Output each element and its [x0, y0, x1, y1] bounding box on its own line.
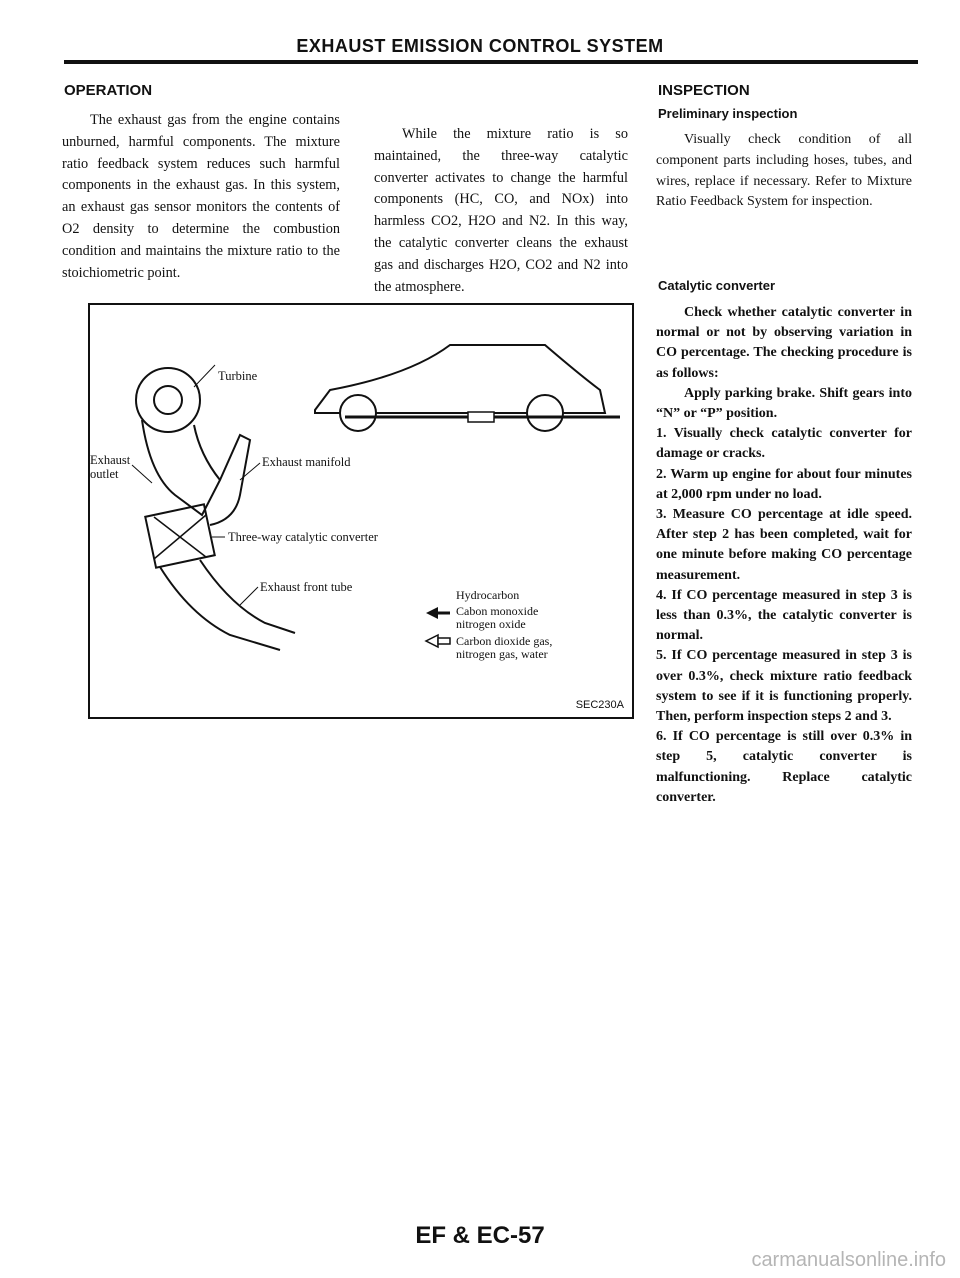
front-tube-leader — [240, 587, 258, 605]
label-catalytic-converter: Three-way catalytic converter — [228, 530, 378, 544]
inspection-heading: INSPECTION — [658, 82, 750, 99]
catalytic-converter-heading: Catalytic converter — [658, 278, 776, 293]
procedure-step-5: 5. If CO percentage measured in step 3 is over 0.3%, check mixture ratio feedback system to see if it is functioning properly. Then, perform inspection steps 2 and 3. — [656, 648, 912, 725]
turbine-housing — [136, 368, 200, 432]
preliminary-inspection-text: Visually check condition of all component parts including hoses, tubes, and wires, replace if necessary. Refer to Mixture Ratio Feedback System for inspection. — [656, 132, 912, 210]
preliminary-inspection-heading: Preliminary inspection — [658, 106, 798, 121]
operation-para-2-text: While the mixture ratio is so maintained, the three-way catalytic converter activates to change the harmful components (HC, CO, and NOx) into harmless CO2, H2O and N2. In this way, the catalytic converter cleans the exhaust gas and discharges H2O, CO2 and N2 into the atmosphere. — [374, 126, 628, 295]
turbine-wheel — [154, 386, 182, 414]
operation-para-1 — [62, 110, 340, 284]
label-exhaust-outlet: Exhaust outlet — [90, 453, 131, 481]
car-rear-wheel — [527, 395, 563, 431]
converter-cross-2 — [154, 515, 206, 559]
operation-para-2 — [374, 80, 628, 298]
procedure-step-3: 3. Measure CO percentage at idle speed. After step 2 has been completed, wait for one minute before making CO percentage measurement. — [656, 507, 912, 583]
car-muffler — [468, 412, 494, 422]
turbine-leader — [194, 365, 215, 387]
label-turbine: Turbine — [218, 369, 258, 383]
catalytic-intro-text: Check whether catalytic converter in normal or not by observing variation in CO percentage. The checking procedure is as follows: — [656, 305, 912, 381]
legend-nitrogen-water: nitrogen gas, water — [456, 647, 548, 661]
procedure-step-6: 6. If CO percentage is still over 0.3% in step 5, catalytic converter is malfunctioning. Replace catalytic converter. — [656, 729, 912, 805]
procedure-step-1: 1. Visually check catalytic converter for damage or cracks. — [656, 426, 912, 462]
front-tube-lower — [200, 560, 295, 633]
figure-code: SEC230A — [575, 699, 624, 711]
watermark: carmanualsonline.info — [751, 1249, 946, 1271]
operation-heading: OPERATION — [64, 82, 153, 99]
catalytic-brake-text: Apply parking brake. Shift gears into “N” or “P” position. — [656, 385, 912, 422]
page-header-title: EXHAUST EMISSION CONTROL SYSTEM — [296, 36, 664, 56]
label-front-tube: Exhaust front tube — [260, 580, 353, 594]
procedure-step-4: 4. If CO percentage measured in step 3 is less than 0.3%, the catalytic converter is normal. — [656, 587, 912, 644]
catalytic-procedure — [656, 303, 912, 808]
legend-hydrocarbon: Hydrocarbon — [456, 588, 520, 602]
operation-para-1-text: The exhaust gas from the engine contains unburned, harmful components. The mixture ratio feedback system reduces such harmful components in the exhaust gas. In this system, an exhaust gas sensor monitors the contents of O2 density to determine the combustion condition and maintains the mixture ratio to the stoichiometric point. — [62, 112, 340, 281]
procedure-step-2: 2. Warm up engine for about four minutes at 2,000 rpm under no load. — [656, 466, 912, 502]
preliminary-inspection-block — [656, 130, 912, 213]
turbine-outlet-pipe — [142, 420, 220, 515]
legend-nitrogen-oxide: nitrogen oxide — [456, 617, 526, 631]
car-front-wheel — [340, 395, 376, 431]
legend-cabon-monoxide: Cabon monoxide — [456, 604, 539, 618]
manifold-leader — [240, 463, 260, 480]
legend-hollow-arrow-shaft — [438, 638, 450, 644]
legend-hollow-arrow-icon — [426, 635, 438, 647]
exhaust-diagram-drawing — [90, 305, 632, 717]
exhaust-manifold-shape — [210, 435, 250, 525]
label-exhaust-manifold: Exhaust manifold — [262, 455, 351, 469]
exhaust-system-figure — [88, 303, 634, 719]
legend-carbon-dioxide: Carbon dioxide gas, — [456, 634, 553, 648]
header-rule — [64, 60, 918, 64]
page-number: EF & EC-57 — [415, 1222, 545, 1249]
